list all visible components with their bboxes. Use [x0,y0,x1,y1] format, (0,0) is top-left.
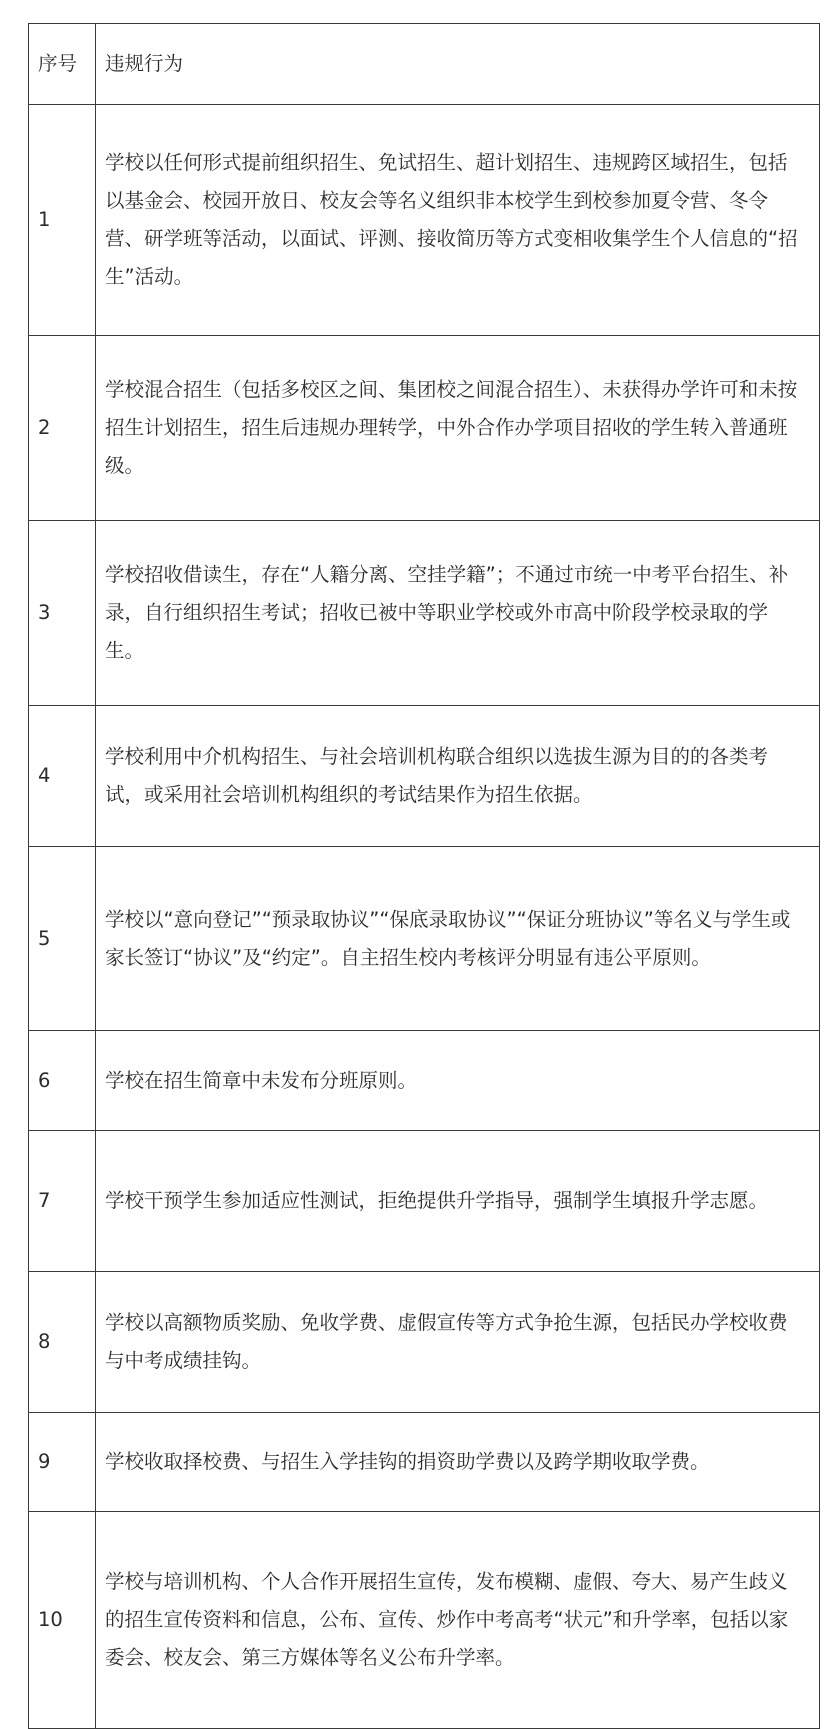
row-behavior: 学校以任何形式提前组织招生、免试招生、超计划招生、违规跨区域招生，包括以基金会、校园开放日、校友会等名义组织非本校学生到校参加夏令营、冬令营、研学班等活动，以面试、评测、接收简历等方式变相收集学生个人信息的“招生”活动。 [96,105,820,336]
table-row [29,521,820,706]
row-behavior: 学校招收借读生，存在“人籍分离、空挂学籍”；不通过市统一中考平台招生、补录，自行组织招生考试；招收已被中等职业学校或外市高中阶段学校录取的学生。 [96,521,820,706]
table-row [29,1131,820,1272]
table-row [29,706,820,847]
row-behavior: 学校与培训机构、个人合作开展招生宣传，发布模糊、虚假、夸大、易产生歧义的招生宣传资料和信息，公布、宣传、炒作中考高考“状元”和升学率，包括以家委会、校友会、第三方媒体等名义公布升学率。 [96,1512,820,1729]
row-behavior: 学校干预学生参加适应性测试，拒绝提供升学指导，强制学生填报升学志愿。 [96,1131,820,1272]
table-header-row [29,24,820,105]
table-row [29,1272,820,1413]
table-row [29,105,820,336]
row-behavior: 学校利用中介机构招生、与社会培训机构联合组织以选拔生源为目的的各类考试，或采用社会培训机构组织的考试结果作为招生依据。 [96,706,820,847]
row-number: 4 [29,706,96,847]
row-number: 2 [29,336,96,521]
row-number: 9 [29,1413,96,1512]
row-number: 8 [29,1272,96,1413]
row-number: 6 [29,1031,96,1131]
header-behavior: 违规行为 [96,24,820,105]
table-row [29,1031,820,1131]
row-behavior: 学校混合招生（包括多校区之间、集团校之间混合招生）、未获得办学许可和未按招生计划招生，招生后违规办理转学，中外合作办学项目招收的学生转入普通班级。 [96,336,820,521]
row-behavior: 学校以高额物质奖励、免收学费、虚假宣传等方式争抢生源，包括民办学校收费与中考成绩挂钩。 [96,1272,820,1413]
table-row [29,1512,820,1729]
row-behavior: 学校收取择校费、与招生入学挂钩的捐资助学费以及跨学期收取学费。 [96,1413,820,1512]
table-row [29,847,820,1031]
table-row [29,1413,820,1512]
header-number: 序号 [29,24,96,105]
row-number: 1 [29,105,96,336]
row-number: 7 [29,1131,96,1272]
row-behavior: 学校在招生简章中未发布分班原则。 [96,1031,820,1131]
violations-table [28,23,820,1729]
table-row [29,336,820,521]
row-number: 10 [29,1512,96,1729]
row-number: 5 [29,847,96,1031]
row-number: 3 [29,521,96,706]
row-behavior: 学校以“意向登记”“预录取协议”“保底录取协议”“保证分班协议”等名义与学生或家长签订“协议”及“约定”。自主招生校内考核评分明显有违公平原则。 [96,847,820,1031]
